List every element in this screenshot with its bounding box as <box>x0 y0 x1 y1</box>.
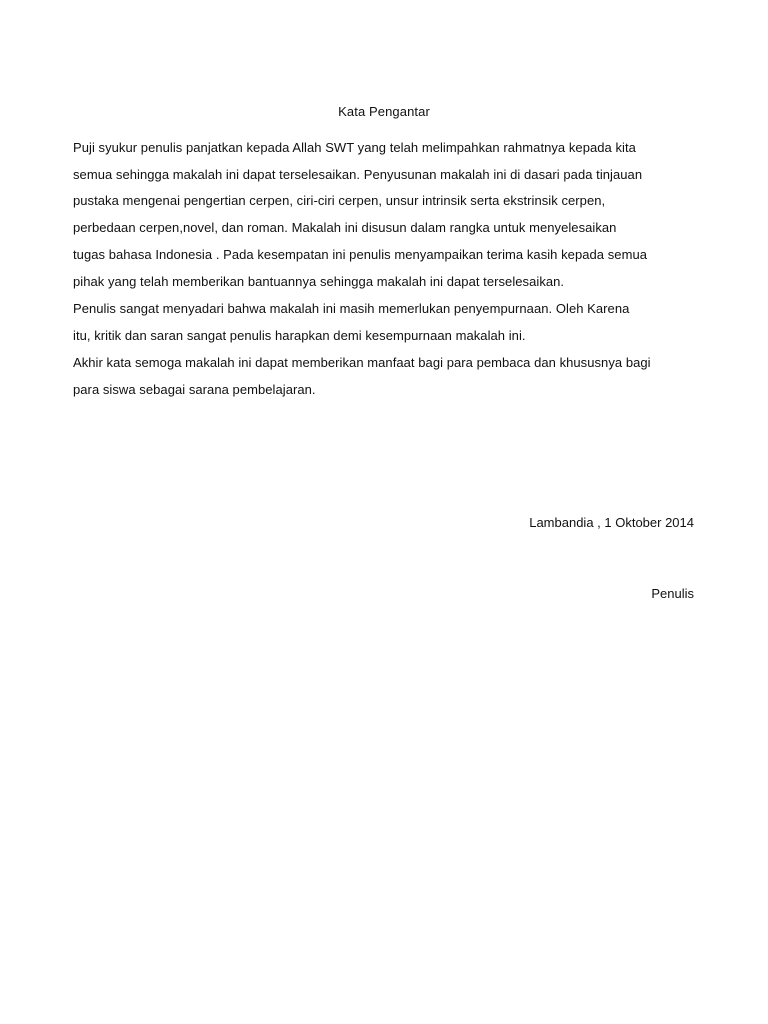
paragraph-2-line-2: itu, kritik dan saran sangat penulis harapkan demi kesempurnaan makalah ini. <box>73 328 526 343</box>
paragraph-3-line-2: para siswa sebagai sarana pembelajaran. <box>73 382 316 397</box>
paragraph-1-line-6: pihak yang telah memberikan bantuannya sehingga makalah ini dapat terselesaikan. <box>73 274 565 289</box>
paragraph-1-line-1: Puji syukur penulis panjatkan kepada Allah SWT yang telah melimpahkan rahmatnya kepada kita <box>73 140 636 155</box>
signature: Penulis <box>651 586 694 601</box>
paragraph-1-line-2: semua sehingga makalah ini dapat terselesaikan. Penyusunan makalah ini di dasari pada tinjauan <box>73 167 643 182</box>
paragraph-1-line-4: perbedaan cerpen,novel, dan roman. Makalah ini disusun dalam rangka untuk menyelesaikan <box>73 220 617 235</box>
paragraph-1-line-3: pustaka mengenai pengertian cerpen, ciri-ciri cerpen, unsur intrinsik serta ekstrinsik cerpen, <box>73 193 606 208</box>
paragraph-3-line-1: Akhir kata semoga makalah ini dapat memberikan manfaat bagi para pembaca dan khususnya bagi <box>73 355 651 370</box>
paragraph-2-line-1: Penulis sangat menyadari bahwa makalah ini masih memerlukan penyempurnaan. Oleh Karena <box>73 301 630 316</box>
paragraph-1-line-5: tugas bahasa Indonesia . Pada kesempatan ini penulis menyampaikan terima kasih kepada semua <box>73 247 648 262</box>
place-date: Lambandia , 1 Oktober 2014 <box>529 515 694 530</box>
document-title: Kata Pengantar <box>338 104 430 119</box>
